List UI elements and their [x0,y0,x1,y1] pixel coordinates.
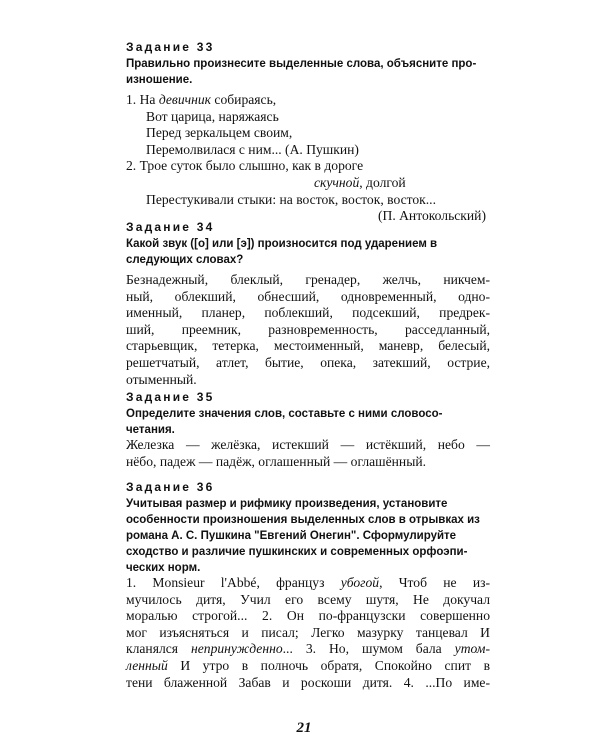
text-line [126,641,490,658]
poem-line: Вот царица, наряжаясь [146,108,279,124]
text-line: тени блаженной Забав и роскоши дитя. 4. ...По име- [126,674,490,690]
instruction-line: сходство и различие пушкинских и современных орфоэпи- [126,546,468,558]
task-33 [118,40,490,88]
task-34 [118,220,490,268]
instruction-line: Определите значения слов, составьте с ними словосо- [126,408,443,420]
text-line [126,658,490,675]
text-line: мог изъясняться и писал; Легко мазурку танцевал И [126,624,490,640]
task-35 [118,390,490,438]
highlighted-word: девичник [158,92,212,107]
text: На [139,92,159,107]
task-title: Задание 36 [126,480,215,494]
text: 1. Monsieur l'Abbé, француз [126,575,341,590]
text-line: ный, облекший, обнесший, одновременный, одно- [126,288,490,304]
task-35-words [126,437,490,470]
text-line: Железка — желёзка, истекший — истёкший, небо — [126,437,490,452]
task-33-poems [126,92,486,225]
text-line: решетчатый, атлет, бытие, опека, затекший, острие, [126,354,490,370]
text: , Чтоб не из- [379,575,490,590]
task-title: Задание 35 [126,390,215,404]
task-title: Задание 34 [126,220,215,234]
text-line [126,575,490,592]
poem-line: Перемолвилася с ним... (А. Пушкин) [146,141,359,157]
poem-line: Перед зеркальцем своим, [146,125,293,141]
instruction-line: следующих словах? [126,254,244,266]
task-instruction [126,406,490,438]
page-number: 21 [296,720,312,736]
item-number: 2. [126,158,137,174]
task-instruction [126,496,490,576]
poem-line [126,158,486,175]
item-number: 1. [126,92,137,107]
poem-line [126,92,486,109]
text-line: моралью строгой... 2. Он по-французски совершенно [126,608,490,624]
instruction-line: четания. [126,424,175,436]
task-36-excerpts [126,575,490,691]
instruction-line: Правильно произнесите выделенные слова, объясните про- [126,58,477,70]
text: кланялся [126,641,192,657]
instruction-line: ческих норм. [126,562,201,574]
task-instruction [126,56,490,88]
text: ... 3. Но, шумом бала [282,641,455,657]
instruction-line: романа А. С. Пушкина "Евгений Онегин". Сформулируйте [126,530,457,542]
text: , долгой [359,174,406,190]
text-line: именный, планер, поблекший, подсекший, предрек- [126,305,490,321]
text: собираясь, [211,92,277,107]
text: И утро в полночь обратя, Спокойно спит в [167,657,490,673]
task-34-words [126,272,490,388]
task-instruction [126,236,490,268]
text-line: мучилось дитя, Учил его всему шутя, Не докучал [126,591,490,607]
text-line: отыменный. [126,371,197,387]
poem-line: Перестукивали стыки: на восток, восток, восток... [146,191,436,207]
text-line: старьевщик, тетерка, местоименный, маневр, белесый, [126,338,490,354]
task-36 [118,480,490,576]
instruction-line: изношение. [126,74,193,86]
poem-author: (П. Антокольский) [377,208,486,224]
text-line: ший, преемник, разновременность, расседланный, [126,321,490,337]
instruction-line: Какой звук ([о] или [э]) произносится под ударением в [126,238,438,250]
highlighted-word: непринужденно [191,641,283,657]
instruction-line: Учитывая размер и рифмику произведения, установите [126,498,448,510]
highlighted-word: скучной [314,174,360,190]
poem-line [126,175,486,192]
text: Трое суток было слышно, как в дороге [139,158,364,174]
instruction-line: особенности произношения выделенных слов в отрывках из [126,514,480,526]
highlighted-word: утом- [454,641,491,657]
highlighted-word: убогой [340,575,380,590]
text-line: нёбо, падеж — падёж, оглашенный — оглашённый. [126,453,427,469]
task-title: Задание 33 [126,40,215,54]
highlighted-word: ленный [126,657,168,673]
text-line: Безнадежный, блеклый, гренадер, желчь, никчем- [126,272,490,287]
